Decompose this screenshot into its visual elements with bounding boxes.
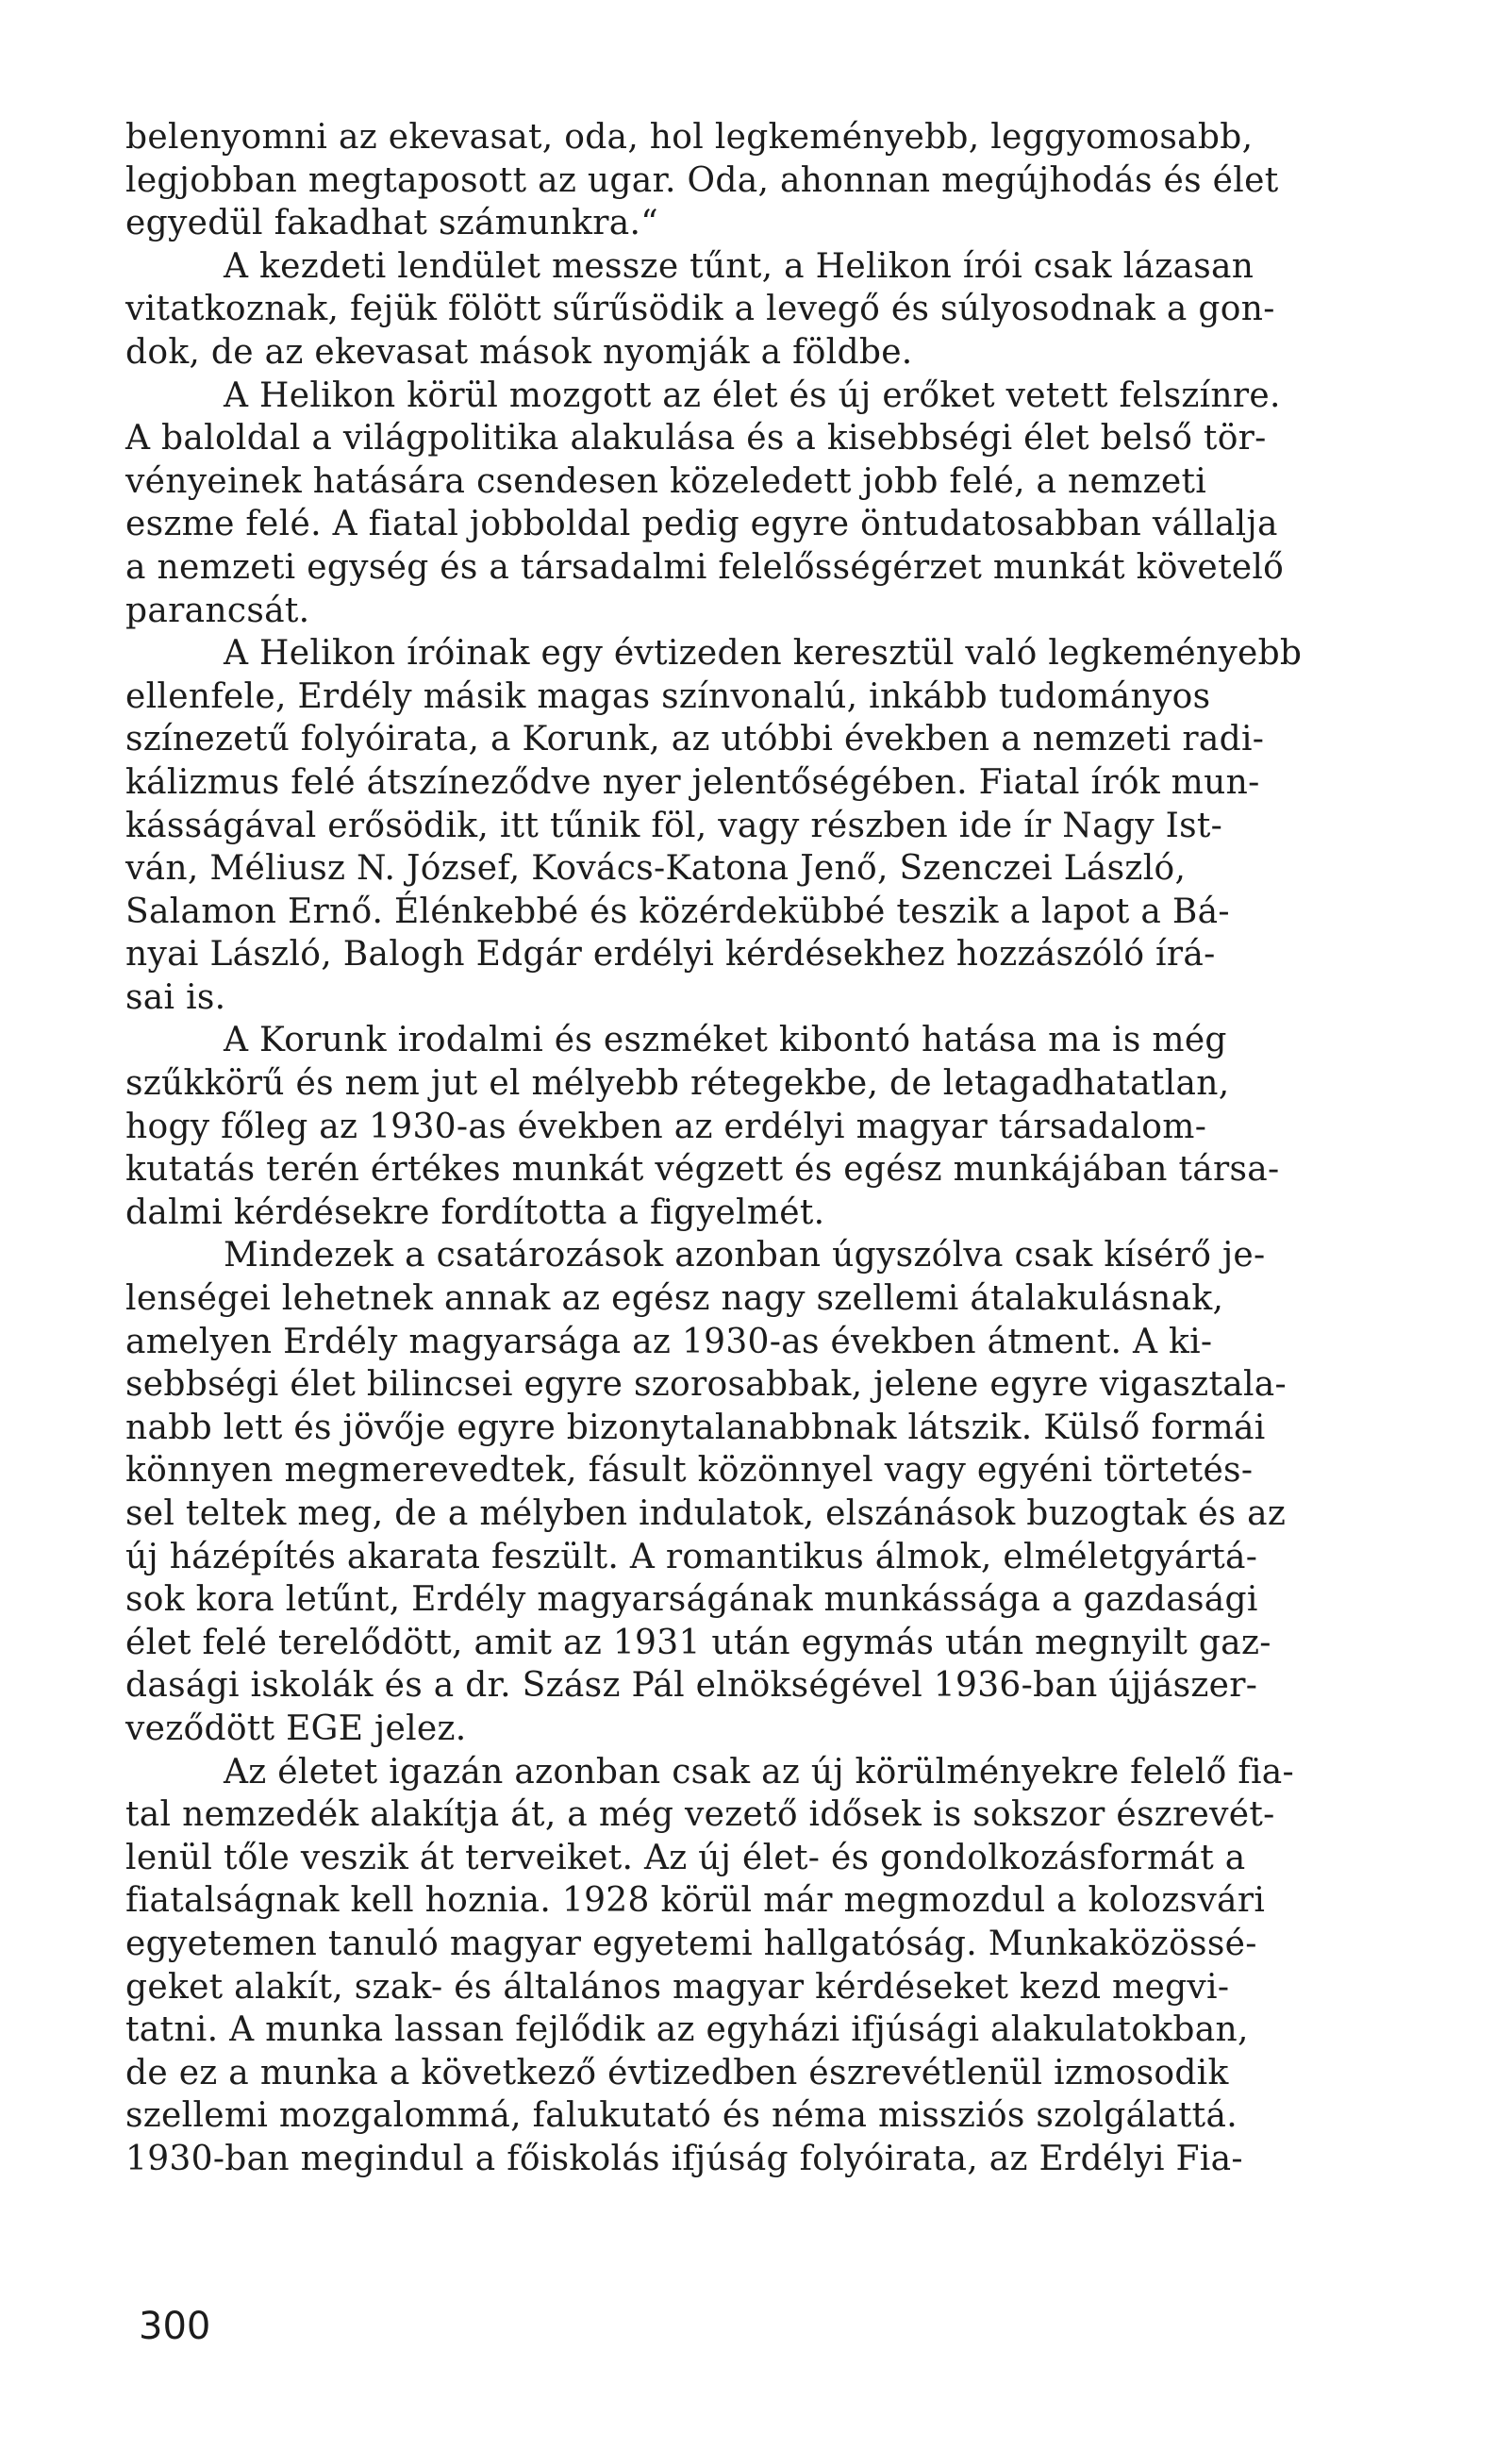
text-line: veződött EGE jelez. bbox=[125, 1708, 467, 1748]
text-line: sai is. bbox=[125, 977, 226, 1017]
text-line: lenül tőle veszik át terveiket. Az új élet- és gondolkozásformát a bbox=[125, 1838, 1246, 1877]
text-line: dasági iskolák és a dr. Szász Pál elnökségével 1936-ban újjászer- bbox=[125, 1666, 1258, 1706]
text-line: A Helikon körül mozgott az élet és új erőket vetett felszínre. bbox=[224, 375, 1281, 415]
text-line: kutatás terén értékes munkát végzett és egész munkájában társa- bbox=[125, 1150, 1280, 1190]
text-line: dalmi kérdésekre fordította a figyelmét. bbox=[125, 1192, 825, 1232]
body-text bbox=[125, 116, 1458, 2181]
text-line: hogy főleg az 1930-as években az erdélyi magyar társadalom- bbox=[125, 1107, 1207, 1146]
text-line: a nemzeti egység és a társadalmi felelősségérzet munkát követelő bbox=[125, 547, 1285, 587]
text-line: Az életet igazán azonban csak az új körülményekre felelő fia- bbox=[224, 1752, 1295, 1792]
text-line: legjobban megtaposott az ugar. Oda, ahonnan megújhodás és élet bbox=[125, 160, 1279, 200]
text-line: szűkkörű és nem jut el mélyebb rétegekbe, de letagadhatatlan, bbox=[125, 1064, 1230, 1104]
text-line: sel teltek meg, de a mélyben indulatok, elszánások buzogtak és az bbox=[125, 1494, 1287, 1533]
text-line: geket alakít, szak- és általános magyar kérdéseket kezd megvi- bbox=[125, 1967, 1230, 2007]
text-line: egyedül fakadhat számunkra.“ bbox=[125, 204, 658, 243]
text-line: könnyen megmerevedtek, fásult közönnyel vagy egyéni törtetés- bbox=[125, 1451, 1254, 1491]
text-line: eszme felé. A fiatal jobboldal pedig egyre öntudatosabban vállalja bbox=[125, 505, 1278, 544]
text-line: vényeinek hatására csendesen közeledett jobb felé, a nemzeti bbox=[125, 461, 1207, 501]
text-line: fiatalságnak kell hoznia. 1928 körül már megmozdul a kolozsvári bbox=[125, 1881, 1266, 1921]
text-line: szellemi mozgalommá, falukutató és néma missziós szolgálattá. bbox=[125, 2096, 1238, 2136]
text-line: dok, de az ekevasat mások nyomják a földbe. bbox=[125, 332, 913, 372]
text-line: nyai László, Balogh Edgár erdélyi kérdésekhez hozzászóló írá- bbox=[125, 935, 1216, 975]
text-line: kásságával erősödik, itt tűnik föl, vagy részben ide ír Nagy Ist- bbox=[125, 806, 1223, 845]
text-line: vitatkoznak, fejük fölött sűrűsödik a levegő és súlyosodnak a gon- bbox=[125, 290, 1275, 329]
text-line: új házépítés akarata feszült. A romantikus álmok, elméletgyártá- bbox=[125, 1537, 1258, 1576]
text-line: 1930-ban megindul a főiskolás ifjúság folyóirata, az Erdélyi Fia- bbox=[125, 2139, 1243, 2178]
text-line: sebbségi élet bilincsei egyre szorosabbak, jelene egyre vigasztala- bbox=[125, 1365, 1288, 1405]
text-line: belenyomni az ekevasat, oda, hol legkeményebb, leggyomosabb, bbox=[125, 118, 1254, 157]
text-line: ván, Méliusz N. József, Kovács-Katona Jenő, Szenczei László, bbox=[125, 849, 1187, 889]
text-line: A Helikon íróinak egy évtizeden keresztül való legkeményebb bbox=[224, 634, 1303, 674]
text-line: kálizmus felé átszíneződve nyer jelentőségében. Fiatal írók mun- bbox=[125, 762, 1260, 802]
text-line: ellenfele, Erdély másik magas színvonalú, inkább tudományos bbox=[125, 676, 1211, 716]
text-line: tal nemzedék alakítja át, a még vezető idősek is sokszor észrevét- bbox=[125, 1795, 1275, 1835]
text-line: nabb lett és jövője egyre bizonytalanabbnak látszik. Külső formái bbox=[125, 1408, 1266, 1447]
text-line: de ez a munka a következő évtizedben észrevétlenül izmosodik bbox=[125, 2053, 1229, 2092]
text-line: Salamon Ernő. Élénkebbé és közérdekübbé teszik a lapot a Bá- bbox=[125, 892, 1230, 931]
text-line: Mindezek a csatározások azonban úgyszólva csak kísérő je- bbox=[224, 1236, 1266, 1275]
text-line: tatni. A munka lassan fejlődik az egyházi ifjúsági alakulatokban, bbox=[125, 2010, 1249, 2050]
page-number: 300 bbox=[139, 2305, 211, 2348]
text-line: amelyen Erdély magyarsága az 1930-as években átment. A ki- bbox=[125, 1322, 1213, 1361]
text-line: A Korunk irodalmi és eszméket kibontó hatása ma is még bbox=[224, 1021, 1227, 1060]
text-line: parancsát. bbox=[125, 591, 310, 630]
text-line: A baloldal a világpolitika alakulása és a kisebbségi élet belső tör- bbox=[125, 419, 1267, 458]
text-line: lenségei lehetnek annak az egész nagy szellemi átalakulásnak, bbox=[125, 1279, 1224, 1319]
text-line: színezetű folyóirata, a Korunk, az utóbbi években a nemzeti radi- bbox=[125, 720, 1265, 759]
text-line: sok kora letűnt, Erdély magyarságának munkássága a gazdasági bbox=[125, 1580, 1258, 1620]
text-line: egyetemen tanuló magyar egyetemi hallgatóság. Munkaközössé- bbox=[125, 1924, 1257, 1963]
text-line: A kezdeti lendület messze tűnt, a Helikon írói csak lázasan bbox=[224, 246, 1254, 286]
text-line: élet felé terelődött, amit az 1931 után egymás után megnyilt gaz- bbox=[125, 1623, 1271, 1662]
